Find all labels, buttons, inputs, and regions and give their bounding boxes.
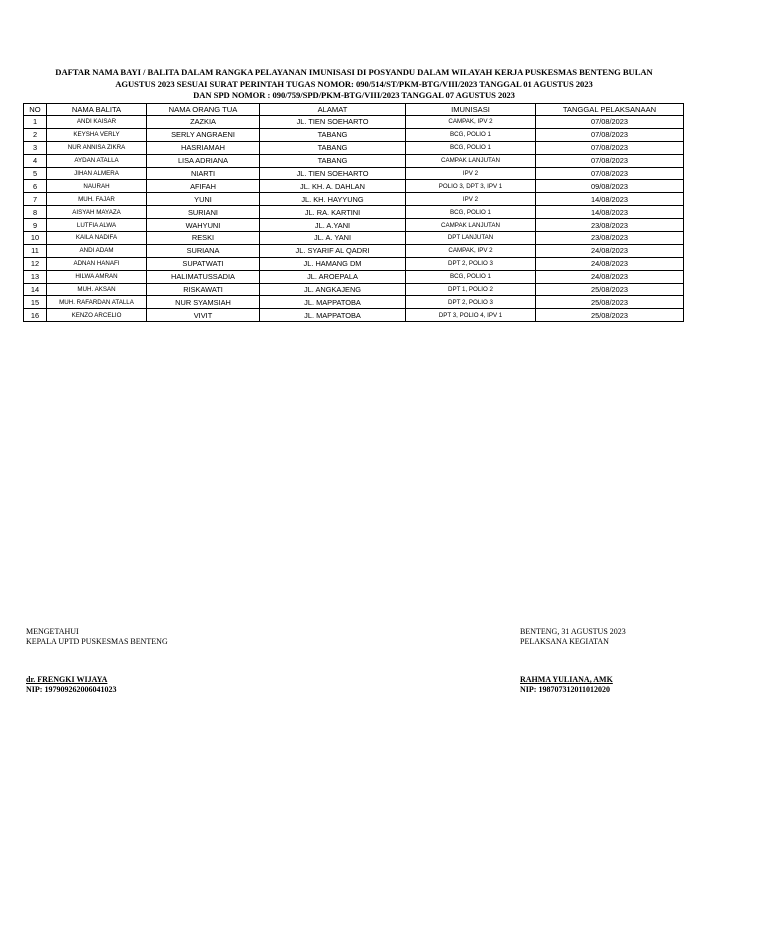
table-row: [24, 296, 684, 309]
row-number: 2: [24, 128, 47, 141]
date-cell: 07/08/2023: [536, 167, 684, 180]
date-cell: 07/08/2023: [536, 128, 684, 141]
right-signature-line-1: BENTENG, 31 AGUSTUS 2023: [520, 627, 626, 636]
immunization-cell: BCG, POLIO 1: [406, 270, 536, 283]
title-line-1: DAFTAR NAMA BAYI / BALITA DALAM RANGKA PELAYANAN IMUNISASI DI POSYANDU DALAM WILAYAH KERJA PUSKESMAS BENTENG BULAN: [55, 67, 653, 77]
right-signatory-name: RAHMA YULIANA, AMK: [520, 675, 613, 684]
address-cell: JL. MAPPATOBA: [260, 296, 406, 309]
parent-name-cell: VIVIT: [147, 309, 260, 322]
child-name-cell: KEYSHA VERLY: [47, 128, 147, 141]
column-header-address: ALAMAT: [260, 104, 406, 116]
address-cell: JL. HAMANG DM: [260, 257, 406, 270]
address-cell: JL. RA. KARTINI: [260, 206, 406, 219]
parent-name-cell: YUNI: [147, 193, 260, 206]
table-row: [24, 270, 684, 283]
child-name-cell: HILWA AMRAN: [47, 270, 147, 283]
date-cell: 14/08/2023: [536, 206, 684, 219]
date-cell: 14/08/2023: [536, 193, 684, 206]
parent-name-cell: NUR SYAMSIAH: [147, 296, 260, 309]
immunization-cell: DPT 3, POLIO 4, IPV 1: [406, 309, 536, 322]
left-signature-line-2: KEPALA UPTD PUSKESMAS BENTENG: [26, 636, 168, 646]
parent-name-cell: HALIMATUSSADIA: [147, 270, 260, 283]
table-row: [24, 116, 684, 129]
immunization-cell: BCG, POLIO 1: [406, 141, 536, 154]
parent-name-cell: ZAZKIA: [147, 116, 260, 129]
date-cell: 23/08/2023: [536, 219, 684, 232]
address-cell: JL. ANGKAJENG: [260, 283, 406, 296]
table-row: [24, 257, 684, 270]
child-name-cell: MUH. AKSAN: [47, 283, 147, 296]
immunization-cell: BCG, POLIO 1: [406, 128, 536, 141]
title-line-2: AGUSTUS 2023 SESUAI SURAT PERINTAH TUGAS NOMOR: 090/514/ST/PKM-BTG/VIII/2023 TANGGAL 01 AGUSTUS 2023: [115, 78, 593, 89]
address-cell: TABANG: [260, 154, 406, 167]
left-signatory-nip: NIP: 197909262006041023: [26, 684, 117, 694]
row-number: 5: [24, 167, 47, 180]
column-header-immunization: IMUNISASI: [406, 104, 536, 116]
table-row: [24, 283, 684, 296]
immunization-cell: DPT 2, POLIO 3: [406, 296, 536, 309]
column-header-parent-name: NAMA ORANG TUA: [147, 104, 260, 116]
table-row: [24, 244, 684, 257]
date-cell: 07/08/2023: [536, 116, 684, 129]
child-name-cell: AISYAH MAYAZA: [47, 206, 147, 219]
child-name-cell: MUH. RAFARDAN ATALLA: [47, 296, 147, 309]
left-signature-block: [26, 627, 168, 694]
child-name-cell: AYDAN ATALLA: [47, 154, 147, 167]
immunization-cell: CAMPAK LANJUTAN: [406, 219, 536, 232]
right-signature-line-2: PELAKSANA KEGIATAN: [520, 636, 609, 646]
address-cell: JL. TIEN SOEHARTO: [260, 116, 406, 129]
row-number: 1: [24, 116, 47, 129]
immunization-cell: BCG, POLIO 1: [406, 206, 536, 219]
parent-name-cell: RISKAWATI: [147, 283, 260, 296]
table-row: [24, 128, 684, 141]
table-row: [24, 154, 684, 167]
address-cell: JL. A. YANI: [260, 232, 406, 245]
immunization-cell: CAMPAK, IPV 2: [406, 244, 536, 257]
column-header-date: TANGGAL PELAKSANAAN: [536, 104, 684, 116]
parent-name-cell: SERLY ANGRAENI: [147, 128, 260, 141]
table-row: [24, 167, 684, 180]
child-name-cell: NUR ANNISA ZIKRA: [47, 141, 147, 154]
immunization-cell: DPT 1, POLIO 2: [406, 283, 536, 296]
row-number: 3: [24, 141, 47, 154]
parent-name-cell: HASRIAMAH: [147, 141, 260, 154]
child-name-cell: KAILA NADIFA: [47, 232, 147, 245]
address-cell: JL. MAPPATOBA: [260, 309, 406, 322]
parent-name-cell: WAHYUNI: [147, 219, 260, 232]
table-row: [24, 193, 684, 206]
date-cell: 09/08/2023: [536, 180, 684, 193]
date-cell: 25/08/2023: [536, 296, 684, 309]
immunization-cell: CAMPAK LANJUTAN: [406, 154, 536, 167]
address-cell: JL. A.YANI: [260, 219, 406, 232]
row-number: 8: [24, 206, 47, 219]
date-cell: 07/08/2023: [536, 154, 684, 167]
row-number: 10: [24, 232, 47, 245]
row-number: 14: [24, 283, 47, 296]
table-header-row: [24, 104, 684, 116]
row-number: 7: [24, 193, 47, 206]
row-number: 16: [24, 309, 47, 322]
address-cell: TABANG: [260, 128, 406, 141]
address-cell: JL. KH. A. DAHLAN: [260, 180, 406, 193]
date-cell: 23/08/2023: [536, 232, 684, 245]
right-signature-block: [520, 627, 626, 694]
column-header-child-name: NAMA BALITA: [47, 104, 147, 116]
address-cell: JL. AROEPALA: [260, 270, 406, 283]
parent-name-cell: SURIANI: [147, 206, 260, 219]
child-name-cell: JIHAN ALMERA: [47, 167, 147, 180]
row-number: 12: [24, 257, 47, 270]
immunization-cell: CAMPAK, IPV 2: [406, 116, 536, 129]
table-row: [24, 206, 684, 219]
immunization-cell: DPT LANJUTAN: [406, 232, 536, 245]
child-name-cell: ANDI KAISAR: [47, 116, 147, 129]
child-name-cell: ADNAN HANAFI: [47, 257, 147, 270]
address-cell: JL. KH. HAYYUNG: [260, 193, 406, 206]
date-cell: 25/08/2023: [536, 309, 684, 322]
parent-name-cell: AFIFAH: [147, 180, 260, 193]
column-header-no: NO: [24, 104, 47, 116]
date-cell: 25/08/2023: [536, 283, 684, 296]
immunization-cell: IPV 2: [406, 193, 536, 206]
row-number: 4: [24, 154, 47, 167]
left-signatory-name: dr. FRENGKI WIJAYA: [26, 675, 108, 684]
child-name-cell: MUH. FAJAR: [47, 193, 147, 206]
child-name-cell: NAURAH: [47, 180, 147, 193]
parent-name-cell: SURIANA: [147, 244, 260, 257]
row-number: 6: [24, 180, 47, 193]
immunization-cell: DPT 2, POLIO 3: [406, 257, 536, 270]
left-signature-line-1: MENGETAHUI: [26, 627, 79, 636]
row-number: 13: [24, 270, 47, 283]
table-row: [24, 309, 684, 322]
child-name-cell: LUTFIA ALWA: [47, 219, 147, 232]
table-row: [24, 180, 684, 193]
table-row: [24, 219, 684, 232]
table-row: [24, 141, 684, 154]
child-name-cell: ANDI ADAM: [47, 244, 147, 257]
right-signatory-nip: NIP: 198707312011012020: [520, 684, 610, 694]
parent-name-cell: NIARTI: [147, 167, 260, 180]
child-name-cell: KENZO ARCELIO: [47, 309, 147, 322]
address-cell: JL. SYARIF AL QADRI: [260, 244, 406, 257]
title-line-3: DAN SPD NOMOR : 090/759/SPD/PKM-BTG/VIII/2023 TANGGAL 07 AGUSTUS 2023: [193, 90, 515, 100]
parent-name-cell: SUPATWATI: [147, 257, 260, 270]
row-number: 15: [24, 296, 47, 309]
immunization-cell: IPV 2: [406, 167, 536, 180]
parent-name-cell: LISA ADRIANA: [147, 154, 260, 167]
row-number: 11: [24, 244, 47, 257]
address-cell: TABANG: [260, 141, 406, 154]
table-body: [24, 116, 684, 322]
immunization-table: [23, 103, 684, 322]
document-title: [22, 67, 686, 102]
date-cell: 24/08/2023: [536, 244, 684, 257]
address-cell: JL. TIEN SOEHARTO: [260, 167, 406, 180]
parent-name-cell: RESKI: [147, 232, 260, 245]
date-cell: 07/08/2023: [536, 141, 684, 154]
row-number: 9: [24, 219, 47, 232]
immunization-cell: POLIO 3, DPT 3, IPV 1: [406, 180, 536, 193]
table-row: [24, 232, 684, 245]
date-cell: 24/08/2023: [536, 270, 684, 283]
date-cell: 24/08/2023: [536, 257, 684, 270]
